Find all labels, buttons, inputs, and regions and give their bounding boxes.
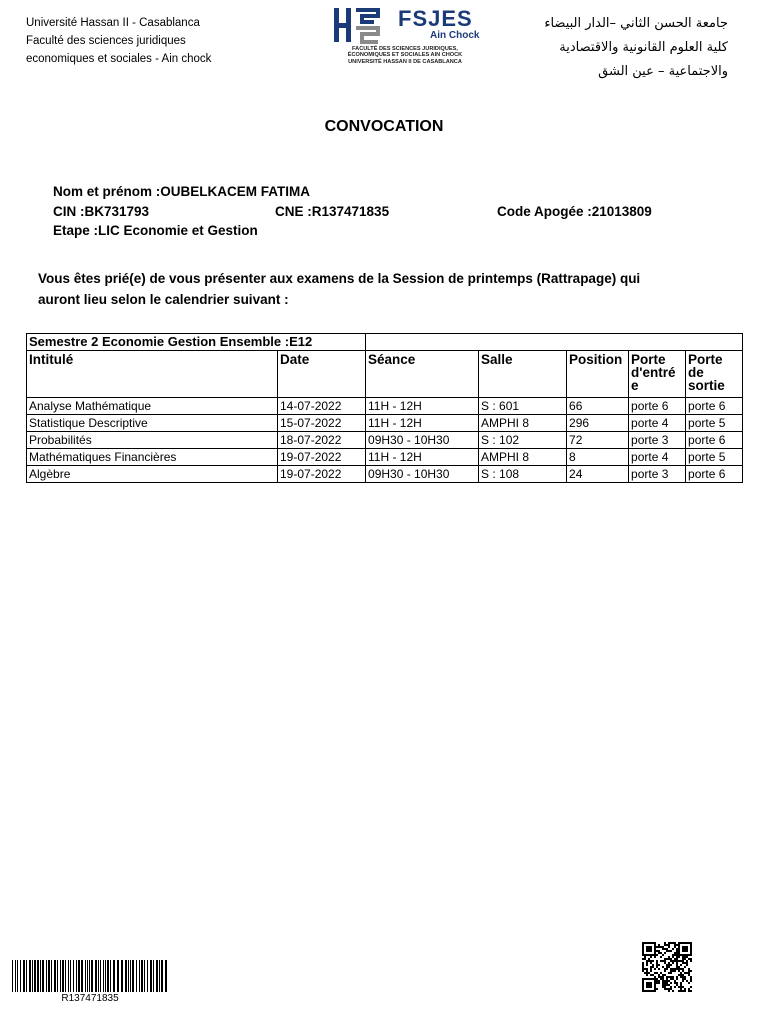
university-name-fr: Université Hassan II - Casablanca Faculté des sciences juridiques economiques et sociales - Ain chock: [26, 17, 212, 65]
header-porte-entree: Porte d'entré e: [629, 351, 686, 398]
fsjes-logo: [330, 6, 480, 70]
logo-brand: FSJES: [398, 6, 473, 31]
logo-mark-icon: [332, 6, 384, 46]
qr-code: [642, 942, 692, 992]
header-intitule: Intitulé: [27, 351, 278, 398]
student-apogee: Code Apogée :21013809: [497, 204, 652, 219]
student-etape: Etape :LIC Economie et Gestion: [53, 223, 258, 238]
semester-row: [27, 334, 743, 351]
table-row: Mathématiques Financières 19-07-2022 11H - 12H AMPHI 8 8 porte 4 porte 5: [27, 449, 743, 466]
header-porte-sortie: Porte de sortie: [686, 351, 743, 398]
header-date: Date: [278, 351, 366, 398]
table-row: Probabilités 18-07-2022 09H30 - 10H30 S : 102 72 porte 3 porte 6: [27, 432, 743, 449]
exam-schedule-table: [26, 333, 743, 483]
header-position: Position: [567, 351, 629, 398]
intro-text: Vous êtes prié(e) de vous présenter aux examens de la Session de printemps (Rattrapage) qui auront lieu selon le calendrier suivant :: [38, 271, 641, 307]
logo-tagline: FACULTÉ DES SCIENCES JURIDIQUES, ÉCONOMIQUES ET SOCIALES AIN CHOCK UNIVERSITÉ HASSAN II DE CASABLANCA: [347, 46, 463, 65]
header-salle: Salle: [479, 351, 567, 398]
student-cin: CIN :BK731793: [53, 204, 150, 219]
table-row: Analyse Mathématique 14-07-2022 11H - 12H S : 601 66 porte 6 porte 6: [27, 398, 743, 415]
table-header-row: [27, 351, 743, 398]
header-seance: Séance: [366, 351, 479, 398]
page-title: CONVOCATION: [324, 118, 444, 135]
semester-label: Semestre 2 Economie Gestion Ensemble :E12: [27, 334, 366, 351]
table-row: Algèbre 19-07-2022 09H30 - 10H30 S : 108 24 porte 3 porte 6: [27, 466, 743, 483]
barcode-text: R137471835: [61, 993, 119, 1004]
student-cne: CNE :R137471835: [275, 204, 390, 219]
logo-subtitle: Ain Chock: [430, 30, 480, 41]
barcode: [12, 960, 168, 992]
student-name: Nom et prénom :OUBELKACEM FATIMA: [53, 184, 310, 199]
university-name-ar: جامعة الحسن الثاني –الدار البيضاء كلية العلوم القانونية والاقتصادية والاجتماعية – عين الشق: [544, 16, 728, 79]
table-row: Statistique Descriptive 15-07-2022 11H - 12H AMPHI 8 296 porte 4 porte 5: [27, 415, 743, 432]
